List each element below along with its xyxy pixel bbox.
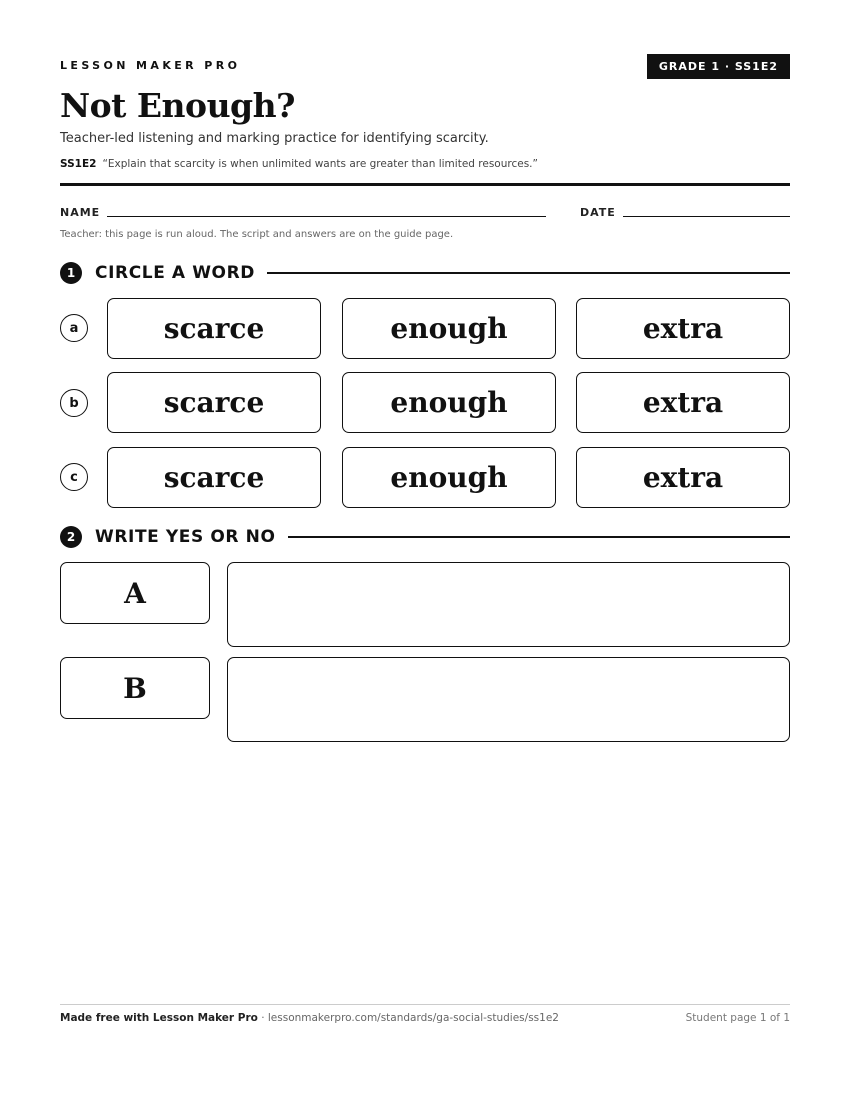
- answer-box-a[interactable]: [227, 562, 790, 647]
- word-choice-enough[interactable]: enough: [342, 298, 556, 359]
- standard-text: “Explain that scarcity is when unlimited wants are greater than limited resources.”: [102, 158, 538, 170]
- header-divider: [60, 183, 790, 186]
- item-letter-a: A: [60, 562, 210, 624]
- section-circle-a-word: [60, 261, 790, 285]
- standard-line: [60, 158, 538, 170]
- footer-made-with: Made free with Lesson Maker Pro: [60, 1012, 258, 1024]
- row-marker-c: c: [60, 463, 88, 491]
- section-number-badge: 1: [60, 262, 82, 284]
- section-divider: [267, 272, 790, 274]
- page-indicator: Student page 1 of 1: [685, 1012, 790, 1024]
- standard-code: SS1E2: [60, 158, 97, 170]
- teacher-note: Teacher: this page is run aloud. The script and answers are on the guide page.: [60, 229, 454, 240]
- brand-name: LESSON MAKER PRO: [60, 59, 241, 72]
- word-choice-scarce[interactable]: scarce: [107, 447, 321, 508]
- word-choice-scarce[interactable]: scarce: [107, 372, 321, 433]
- word-choice-scarce[interactable]: scarce: [107, 298, 321, 359]
- row-marker-b: b: [60, 389, 88, 417]
- answer-box-b[interactable]: [227, 657, 790, 742]
- section-write-yes-or-no: [60, 525, 790, 549]
- section-title: WRITE YES OR NO: [95, 527, 276, 547]
- footer-divider: [60, 1004, 790, 1005]
- word-choice-extra[interactable]: extra: [576, 447, 790, 508]
- section-divider: [288, 536, 790, 538]
- worksheet-page: [60, 0, 790, 1100]
- page-subtitle: Teacher-led listening and marking practice for identifying scarcity.: [60, 131, 489, 146]
- date-field[interactable]: [623, 216, 790, 217]
- name-label: NAME: [60, 206, 101, 219]
- word-choice-extra[interactable]: extra: [576, 298, 790, 359]
- word-choice-enough[interactable]: enough: [342, 372, 556, 433]
- name-field[interactable]: [107, 216, 546, 217]
- word-choice-extra[interactable]: extra: [576, 372, 790, 433]
- footer-url[interactable]: · lessonmakerpro.com/standards/ga-social-studies/ss1e2: [257, 1012, 559, 1024]
- page-title: Not Enough?: [60, 86, 295, 125]
- item-letter-b: B: [60, 657, 210, 719]
- row-marker-a: a: [60, 314, 88, 342]
- date-label: DATE: [580, 206, 616, 219]
- grade-badge: GRADE 1 · SS1E2: [647, 54, 790, 79]
- word-choice-enough[interactable]: enough: [342, 447, 556, 508]
- footer-credit: [60, 1012, 559, 1024]
- section-title: CIRCLE A WORD: [95, 263, 256, 283]
- section-number-badge: 2: [60, 526, 82, 548]
